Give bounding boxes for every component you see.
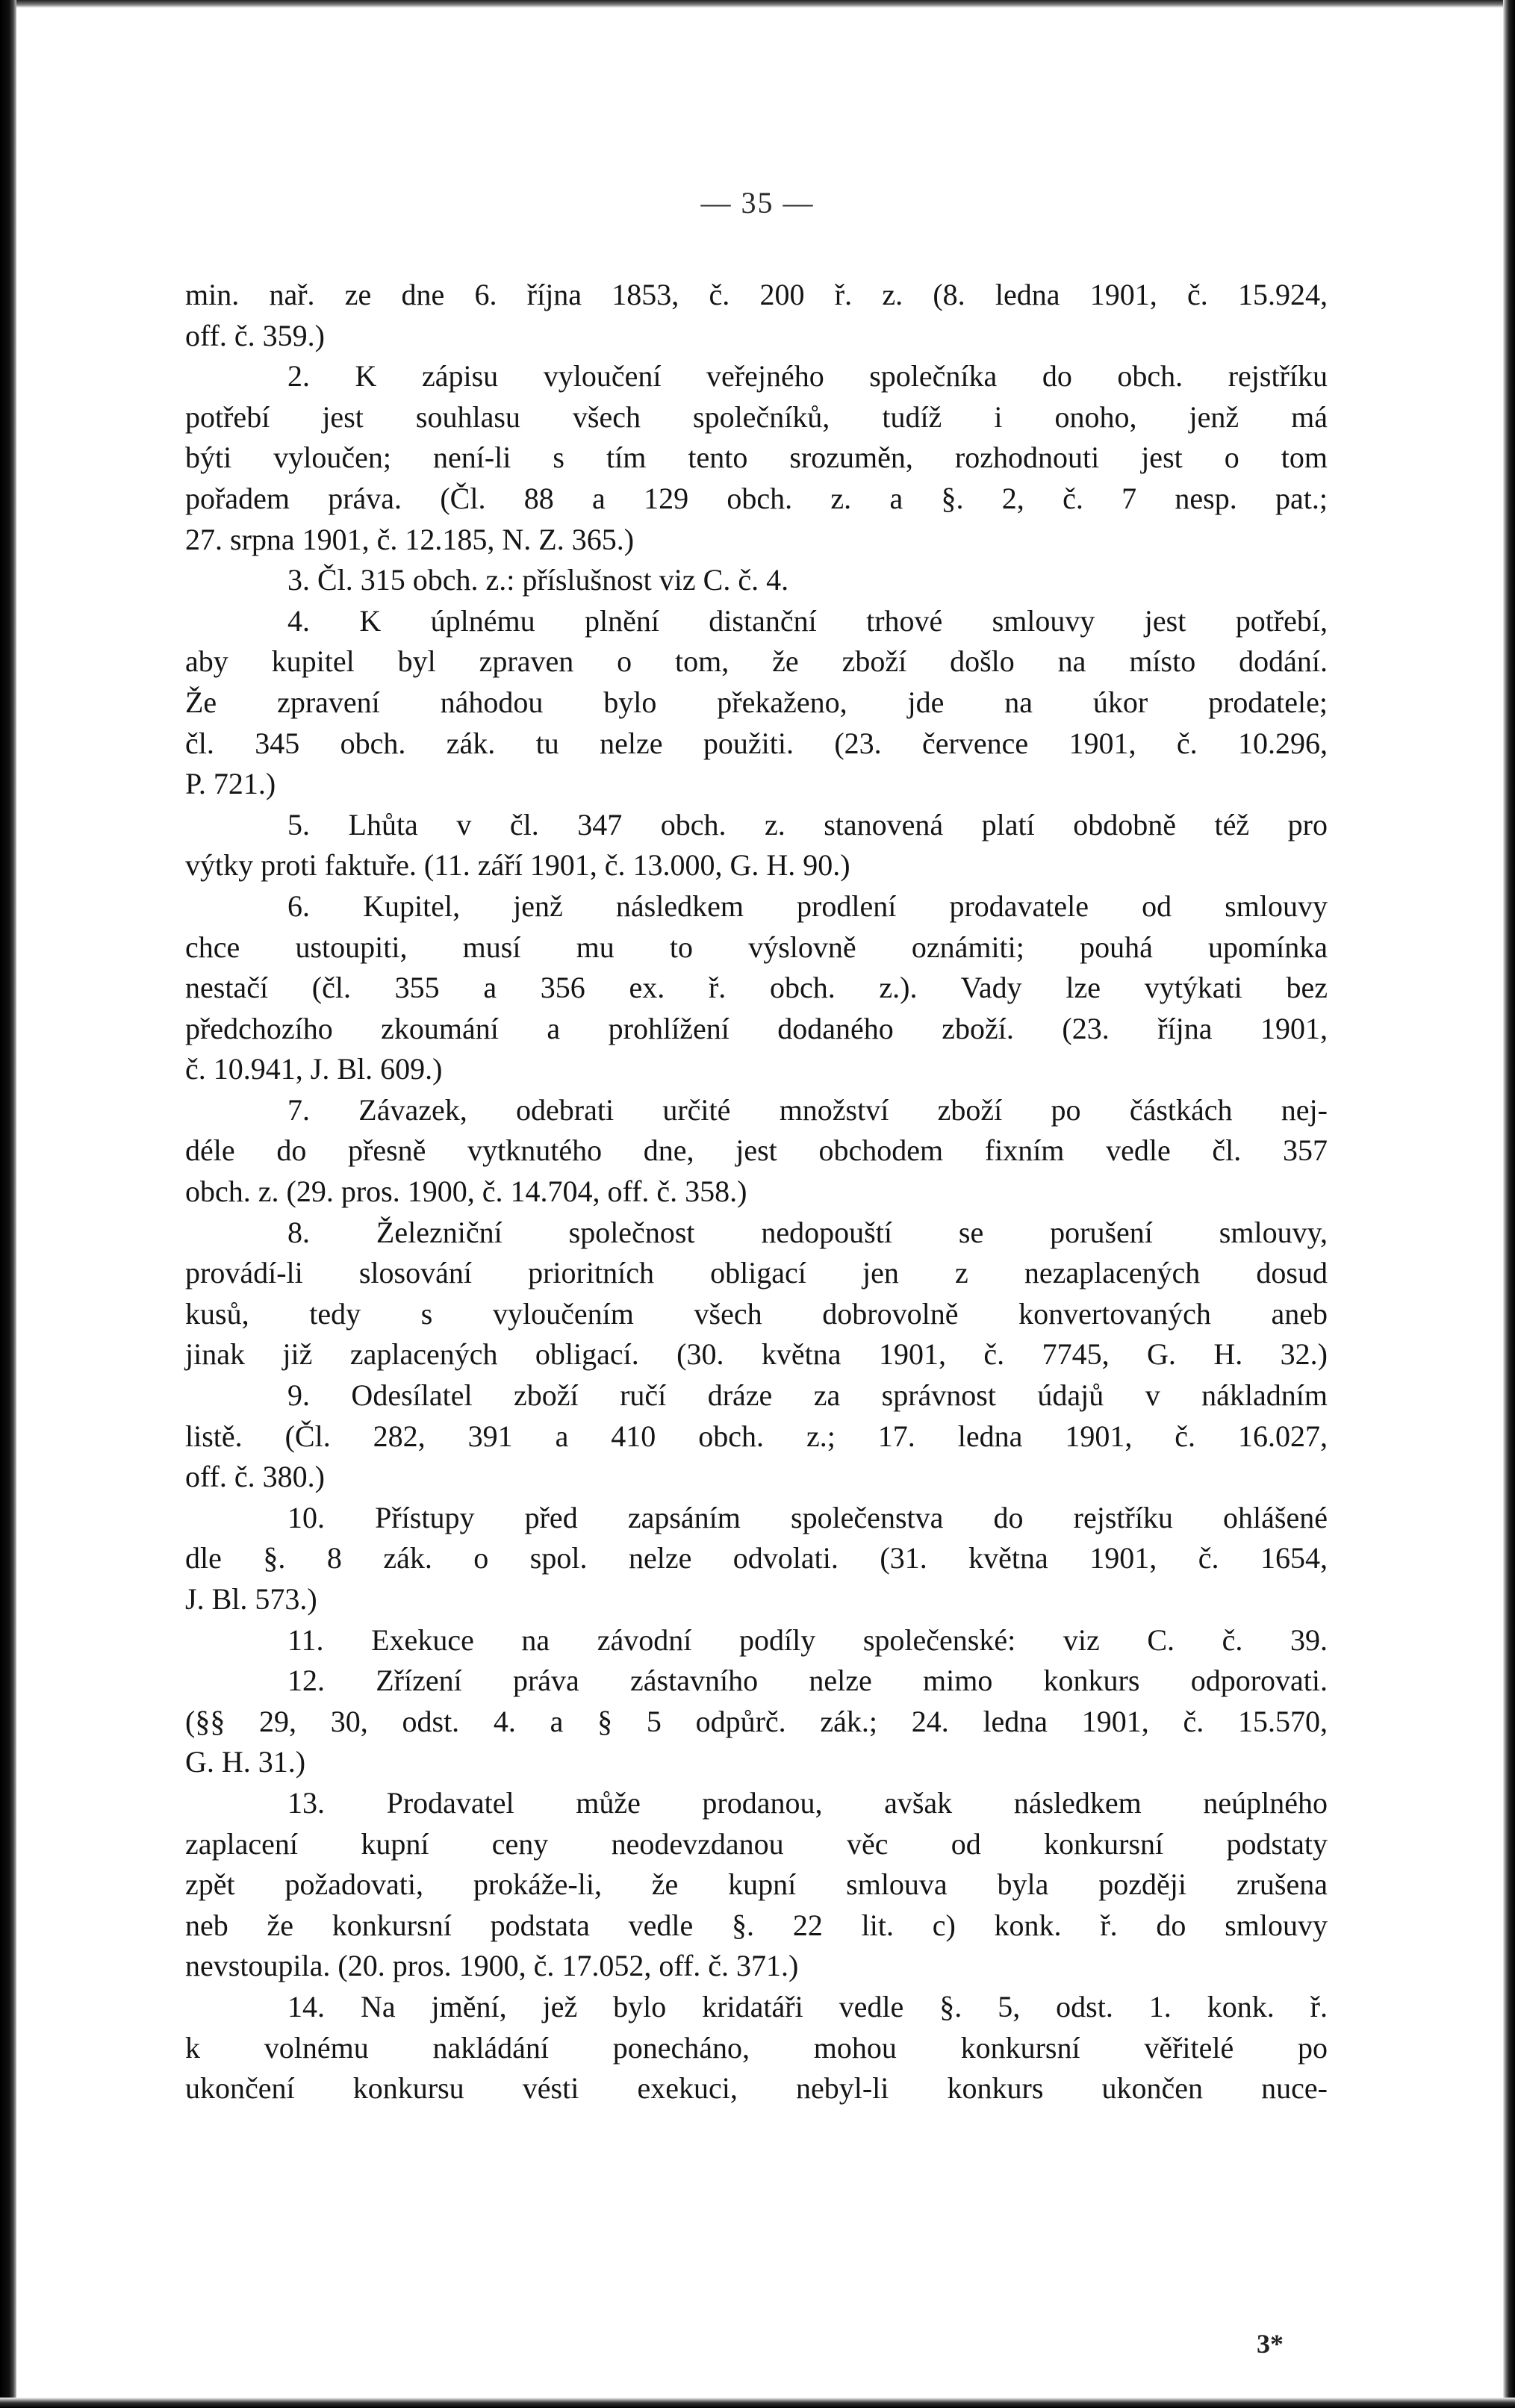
text-line: zaplacení kupní ceny neodevzdanou věc od konkursní podstaty [185,1826,1328,1861]
scan-edge-top [0,0,1515,7]
text-line: 14. Na jmění, jež bylo kridatáři vedle §. 5, odst. 1. konk. ř. [287,1989,1328,2023]
text-line: Že zpravení náhodou bylo překaženo, jde na úkor prodatele; [185,685,1328,719]
text-line: listě. (Čl. 282, 391 a 410 obch. z.; 17. ledna 1901, č. 16.027, [185,1419,1328,1453]
text-line: chce ustoupiti, musí mu to výslovně oznámiti; pouhá upomínka [185,930,1328,964]
text-line: min. nař. ze dne 6. října 1853, č. 200 ř. z. (8. ledna 1901, č. 15.924, [185,278,1328,311]
scan-edge-right [1503,0,1515,2408]
text-line: J. Bl. 573.) [185,1582,317,1616]
text-line: 11. Exekuce na závodní podíly společenské: viz C. č. 39. [287,1623,1328,1657]
text-line: potřebí jest souhlasu všech společníků, tudíž i onoho, jenž má [185,399,1328,434]
text-line: 9. Odesílatel zboží ručí dráze za správnost údajů v nákladním [287,1378,1328,1413]
text-line: 10. Přístupy před zapsáním společenstva do rejstříku ohlášené [287,1500,1328,1534]
text-line: nestačí (čl. 355 a 356 ex. ř. obch. z.). Vady lze vytýkati bez [185,971,1328,1005]
text-line: 2. K zápisu vyloučení veřejného společníka do obch. rejstříku [287,359,1328,393]
text-line: zpět požadovati, prokáže-li, že kupní smlouva byla později zrušena [185,1867,1328,1902]
text-line: 13. Prodavatel může prodanou, avšak následkem neúplného [287,1785,1328,1820]
text-line: 8. Železniční společnost nedopouští se porušení smlouvy, [287,1215,1328,1249]
text-line: provádí-li slosování prioritních obligací jen z nezaplacených dosud [185,1256,1328,1290]
text-line: č. 10.941, J. Bl. 609.) [185,1052,443,1086]
text-line: aby kupitel byl zpraven o tom, že zboží došlo na místo dodání. [185,644,1328,679]
text-line: kusů, tedy s vyloučením všech dobrovolně konvertovaných aneb [185,1296,1328,1331]
text-line: 5. Lhůta v čl. 347 obch. z. stanovená platí obdobně též pro [287,807,1328,841]
printer-signature-mark: 3* [1257,2329,1284,2359]
text-line: 27. srpna 1901, č. 12.185, N. Z. 365.) [185,522,635,556]
text-line: ukončení konkursu vésti exekuci, nebyl-li konkurs ukončen nuce- [185,2071,1328,2106]
text-line: k volnému nakládání ponecháno, mohou konkursní věřitelé po [185,2030,1328,2065]
text-line: obch. z. (29. pros. 1900, č. 14.704, off. č. 358.) [185,1175,747,1209]
text-line: 6. Kupitel, jenž následkem prodlení prodavatele od smlouvy [287,889,1328,923]
body-text [185,275,1328,2109]
page-number: — 35 — [700,186,815,220]
text-line: P. 721.) [185,767,276,801]
text-line: pořadem práva. (Čl. 88 a 129 obch. z. a §. 2, č. 7 nesp. pat.; [185,481,1328,515]
text-line: býti vyloučen; není-li s tím tento srozuměn, rozhodnouti jest o tom [185,441,1328,475]
text-line: (§§ 29, 30, odst. 4. a § 5 odpůrč. zák.; 24. ledna 1901, č. 15.570, [185,1704,1328,1738]
text-line: dle §. 8 zák. o spol. nelze odvolati. (31. května 1901, č. 1654, [185,1541,1328,1575]
text-line: G. H. 31.) [185,1745,306,1779]
text-line: 7. Závazek, odebrati určité množství zboží po částkách nej- [287,1092,1328,1127]
scan-edge-bottom [0,2398,1515,2408]
text-line: 3. Čl. 315 obch. z.: příslušnost viz C. č. 4. [287,563,789,597]
text-line: čl. 345 obch. zák. tu nelze použiti. (23. července 1901, č. 10.296, [185,726,1328,760]
text-line: off. č. 359.) [185,318,325,352]
text-line: 12. Zřízení práva zástavního nelze mimo konkurs odporovati. [287,1664,1328,1698]
text-line: jinak již zaplacených obligací. (30. května 1901, č. 7745, G. H. 32.) [185,1337,1328,1372]
text-line: předchozího zkoumání a prohlížení dodaného zboží. (23. října 1901, [185,1011,1328,1045]
text-line: 4. K úplnému plnění distanční trhové smlouvy jest potřebí, [287,603,1328,638]
text-line: off. č. 380.) [185,1460,325,1494]
text-line: déle do přesně vytknutého dne, jest obchodem fixním vedle čl. 357 [185,1133,1328,1168]
text-line: neb že konkursní podstata vedle §. 22 lit. c) konk. ř. do smlouvy [185,1908,1328,1942]
scan-edge-left [0,0,16,2408]
text-line: nevstoupila. (20. pros. 1900, č. 17.052, off. č. 371.) [185,1949,799,1983]
text-line: výtky proti faktuře. (11. září 1901, č. 13.000, G. H. 90.) [185,848,850,883]
